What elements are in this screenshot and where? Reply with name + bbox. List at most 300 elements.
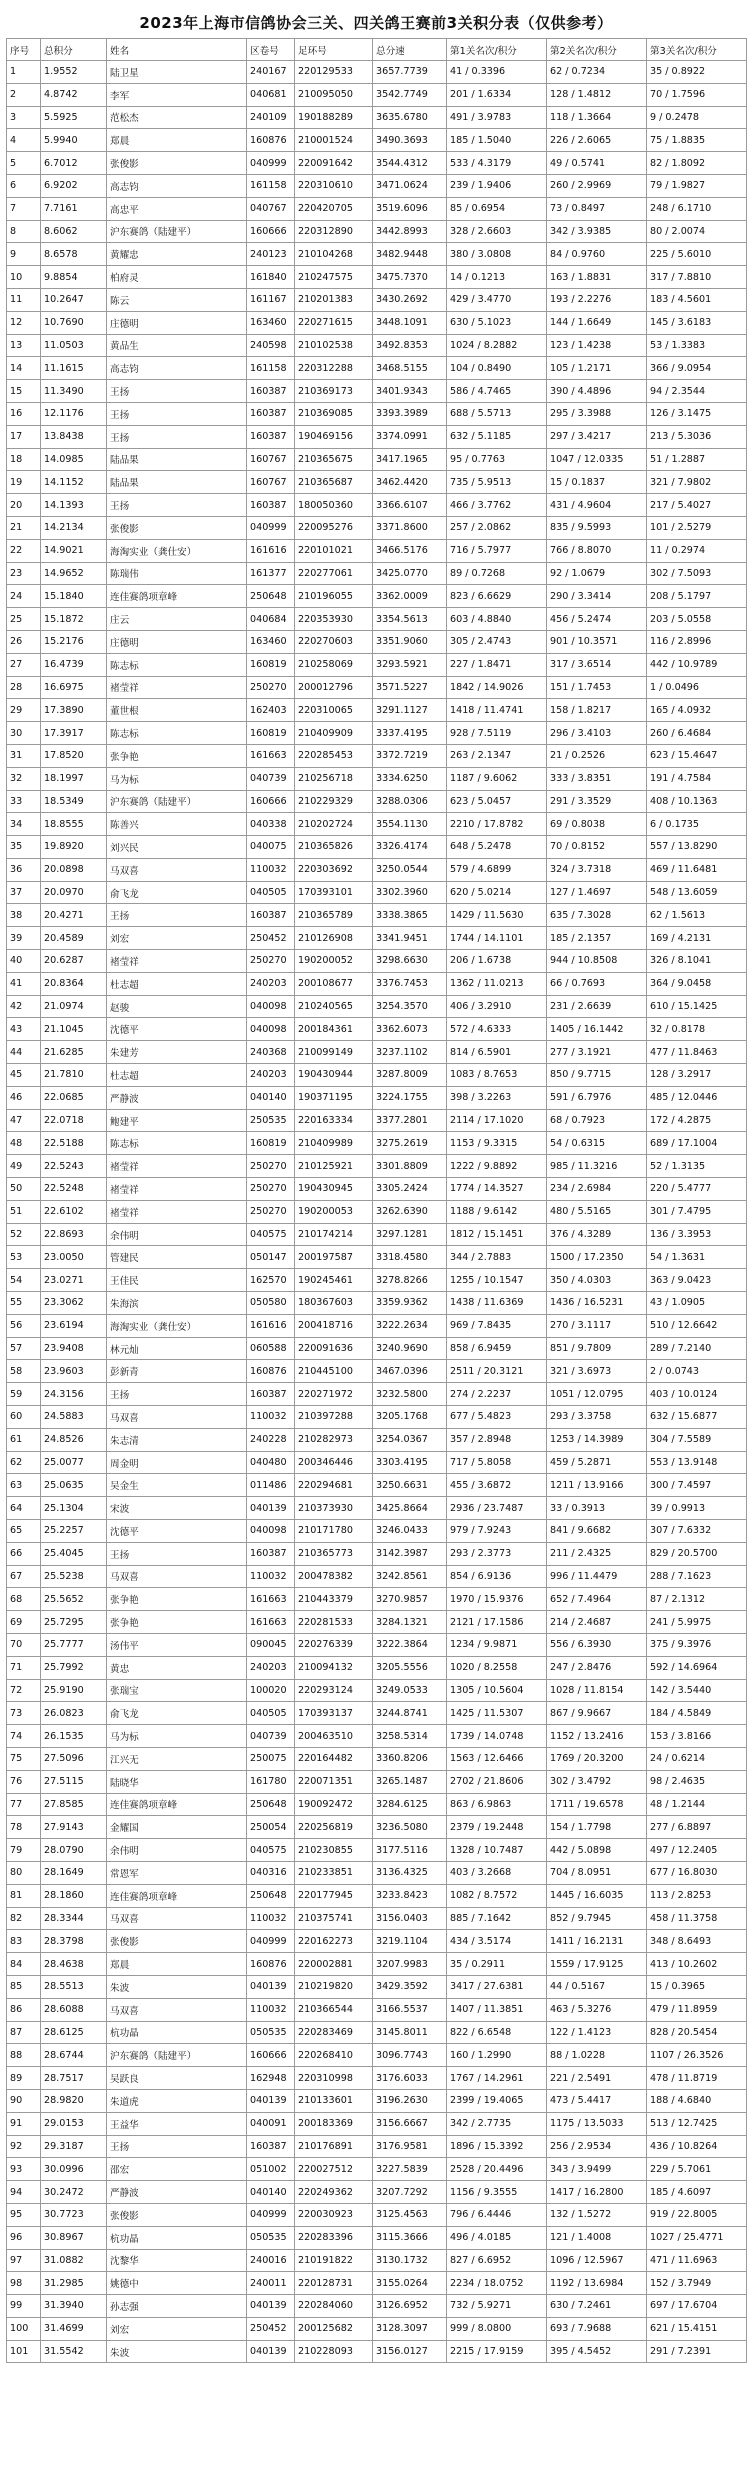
cell-race2: 132 / 1.5272 bbox=[547, 2203, 647, 2226]
table-row bbox=[7, 744, 747, 767]
cell-name: 郑晨 bbox=[107, 129, 247, 152]
cell-race1: 496 / 4.0185 bbox=[447, 2226, 547, 2249]
cell-index: 94 bbox=[7, 2181, 41, 2204]
cell-district-no: 250648 bbox=[247, 1884, 295, 1907]
cell-race2: 15 / 0.1837 bbox=[547, 471, 647, 494]
cell-district-no: 162948 bbox=[247, 2067, 295, 2090]
cell-race1: 928 / 7.5119 bbox=[447, 722, 547, 745]
table-row bbox=[7, 1975, 747, 1998]
cell-total-score: 25.9190 bbox=[41, 1679, 107, 1702]
cell-district-no: 050147 bbox=[247, 1246, 295, 1269]
cell-race1: 648 / 5.2478 bbox=[447, 836, 547, 859]
cell-total-speed: 3376.7453 bbox=[373, 972, 447, 995]
cell-race3: 62 / 1.5613 bbox=[647, 904, 747, 927]
cell-name: 马双喜 bbox=[107, 1907, 247, 1930]
cell-total-score: 22.0685 bbox=[41, 1086, 107, 1109]
cell-race2: 270 / 3.1117 bbox=[547, 1314, 647, 1337]
cell-name: 孙志强 bbox=[107, 2295, 247, 2318]
cell-total-speed: 3291.1127 bbox=[373, 699, 447, 722]
cell-total-score: 5.5925 bbox=[41, 106, 107, 129]
table-row bbox=[7, 1520, 747, 1543]
cell-district-no: 240228 bbox=[247, 1428, 295, 1451]
cell-name: 陈善兴 bbox=[107, 813, 247, 836]
table-row bbox=[7, 1109, 747, 1132]
cell-district-no: 250535 bbox=[247, 1109, 295, 1132]
cell-total-score: 22.5243 bbox=[41, 1155, 107, 1178]
cell-district-no: 240598 bbox=[247, 334, 295, 357]
cell-name: 马双喜 bbox=[107, 1998, 247, 2021]
cell-total-score: 28.6088 bbox=[41, 1998, 107, 2021]
cell-name: 柏府灵 bbox=[107, 266, 247, 289]
cell-race2: 21 / 0.2526 bbox=[547, 744, 647, 767]
cell-race3: 82 / 1.8092 bbox=[647, 152, 747, 175]
cell-race3: 43 / 1.0905 bbox=[647, 1292, 747, 1315]
cell-index: 61 bbox=[7, 1428, 41, 1451]
cell-total-speed: 3096.7743 bbox=[373, 2044, 447, 2067]
cell-race3: 363 / 9.0423 bbox=[647, 1269, 747, 1292]
cell-total-score: 23.0050 bbox=[41, 1246, 107, 1269]
cell-ring-no: 200012796 bbox=[295, 676, 373, 699]
cell-total-speed: 3177.5116 bbox=[373, 1839, 447, 1862]
cell-race3: 70 / 1.7596 bbox=[647, 83, 747, 106]
cell-district-no: 050535 bbox=[247, 2021, 295, 2044]
cell-race2: 88 / 1.0228 bbox=[547, 2044, 647, 2067]
cell-race1: 3417 / 27.6381 bbox=[447, 1975, 547, 1998]
cell-ring-no: 190430944 bbox=[295, 1064, 373, 1087]
table-row bbox=[7, 1588, 747, 1611]
cell-district-no: 110032 bbox=[247, 1565, 295, 1588]
cell-total-speed: 3284.6125 bbox=[373, 1793, 447, 1816]
cell-total-speed: 3467.0396 bbox=[373, 1360, 447, 1383]
cell-total-score: 25.4045 bbox=[41, 1542, 107, 1565]
cell-race2: 944 / 10.8508 bbox=[547, 950, 647, 973]
cell-race1: 1305 / 10.5604 bbox=[447, 1679, 547, 1702]
cell-race2: 480 / 5.5165 bbox=[547, 1200, 647, 1223]
cell-name: 范松杰 bbox=[107, 106, 247, 129]
table-row bbox=[7, 1542, 747, 1565]
cell-district-no: 240016 bbox=[247, 2249, 295, 2272]
cell-total-speed: 3278.8266 bbox=[373, 1269, 447, 1292]
cell-index: 10 bbox=[7, 266, 41, 289]
cell-ring-no: 190200053 bbox=[295, 1200, 373, 1223]
cell-race1: 579 / 4.6899 bbox=[447, 858, 547, 881]
cell-index: 5 bbox=[7, 152, 41, 175]
cell-race1: 732 / 5.9271 bbox=[447, 2295, 547, 2318]
cell-name: 李军 bbox=[107, 83, 247, 106]
cell-total-speed: 3254.0367 bbox=[373, 1428, 447, 1451]
cell-ring-no: 210365675 bbox=[295, 448, 373, 471]
cell-name: 张俊影 bbox=[107, 1930, 247, 1953]
cell-district-no: 161840 bbox=[247, 266, 295, 289]
cell-race3: 241 / 5.9975 bbox=[647, 1611, 747, 1634]
cell-name: 高志钧 bbox=[107, 174, 247, 197]
cell-ring-no: 220310998 bbox=[295, 2067, 373, 2090]
table-row bbox=[7, 266, 747, 289]
cell-total-score: 16.6975 bbox=[41, 676, 107, 699]
cell-index: 69 bbox=[7, 1611, 41, 1634]
cell-race2: 591 / 6.7976 bbox=[547, 1086, 647, 1109]
cell-district-no: 163460 bbox=[247, 311, 295, 334]
cell-index: 72 bbox=[7, 1679, 41, 1702]
cell-index: 60 bbox=[7, 1406, 41, 1429]
table-row bbox=[7, 1861, 747, 1884]
cell-total-score: 28.1649 bbox=[41, 1861, 107, 1884]
cell-total-score: 11.1615 bbox=[41, 357, 107, 380]
cell-name: 张瑞宝 bbox=[107, 1679, 247, 1702]
cell-index: 34 bbox=[7, 813, 41, 836]
cell-index: 59 bbox=[7, 1383, 41, 1406]
table-row bbox=[7, 722, 747, 745]
cell-total-score: 7.7161 bbox=[41, 197, 107, 220]
cell-district-no: 240011 bbox=[247, 2272, 295, 2295]
cell-index: 56 bbox=[7, 1314, 41, 1337]
table-row bbox=[7, 1269, 747, 1292]
cell-race3: 364 / 9.0458 bbox=[647, 972, 747, 995]
cell-race3: 1 / 0.0496 bbox=[647, 676, 747, 699]
table-row bbox=[7, 585, 747, 608]
cell-race1: 1774 / 14.3527 bbox=[447, 1178, 547, 1201]
cell-race3: 185 / 4.6097 bbox=[647, 2181, 747, 2204]
cell-name: 常恩军 bbox=[107, 1861, 247, 1884]
cell-index: 40 bbox=[7, 950, 41, 973]
cell-name: 褚莹祥 bbox=[107, 950, 247, 973]
cell-total-score: 6.9202 bbox=[41, 174, 107, 197]
table-row bbox=[7, 311, 747, 334]
cell-ring-no: 210095050 bbox=[295, 83, 373, 106]
cell-total-score: 31.4699 bbox=[41, 2317, 107, 2340]
cell-ring-no: 210445100 bbox=[295, 1360, 373, 1383]
table-row bbox=[7, 152, 747, 175]
cell-race1: 603 / 4.8840 bbox=[447, 608, 547, 631]
cell-race2: 211 / 2.4325 bbox=[547, 1542, 647, 1565]
cell-total-score: 22.0718 bbox=[41, 1109, 107, 1132]
cell-ring-no: 220249362 bbox=[295, 2181, 373, 2204]
cell-ring-no: 220129533 bbox=[295, 61, 373, 84]
cell-index: 64 bbox=[7, 1497, 41, 1520]
cell-ring-no: 210397288 bbox=[295, 1406, 373, 1429]
cell-total-score: 21.0974 bbox=[41, 995, 107, 1018]
cell-total-speed: 3142.3987 bbox=[373, 1542, 447, 1565]
cell-race1: 999 / 8.0800 bbox=[447, 2317, 547, 2340]
cell-total-score: 23.9408 bbox=[41, 1337, 107, 1360]
table-row bbox=[7, 2203, 747, 2226]
table-row bbox=[7, 630, 747, 653]
cell-ring-no: 210230855 bbox=[295, 1839, 373, 1862]
cell-name: 褚莹祥 bbox=[107, 1200, 247, 1223]
cell-total-score: 18.8555 bbox=[41, 813, 107, 836]
cell-district-no: 250075 bbox=[247, 1747, 295, 1770]
cell-district-no: 160819 bbox=[247, 653, 295, 676]
cell-district-no: 110032 bbox=[247, 858, 295, 881]
cell-index: 67 bbox=[7, 1565, 41, 1588]
table-row bbox=[7, 2021, 747, 2044]
table-row bbox=[7, 1633, 747, 1656]
cell-district-no: 040098 bbox=[247, 1520, 295, 1543]
cell-district-no: 250270 bbox=[247, 1178, 295, 1201]
table-row bbox=[7, 1930, 747, 1953]
cell-ring-no: 220128731 bbox=[295, 2272, 373, 2295]
cell-district-no: 040575 bbox=[247, 1839, 295, 1862]
cell-total-speed: 3242.8561 bbox=[373, 1565, 447, 1588]
cell-ring-no: 210375741 bbox=[295, 1907, 373, 1930]
cell-name: 吴跃良 bbox=[107, 2067, 247, 2090]
table-row bbox=[7, 1770, 747, 1793]
cell-index: 26 bbox=[7, 630, 41, 653]
cell-race2: 324 / 3.7318 bbox=[547, 858, 647, 881]
cell-ring-no: 200478382 bbox=[295, 1565, 373, 1588]
table-row bbox=[7, 562, 747, 585]
cell-race1: 1739 / 14.0748 bbox=[447, 1725, 547, 1748]
cell-district-no: 160876 bbox=[247, 1360, 295, 1383]
cell-district-no: 051002 bbox=[247, 2158, 295, 2181]
cell-race2: 1436 / 16.5231 bbox=[547, 1292, 647, 1315]
cell-race3: 413 / 10.2602 bbox=[647, 1953, 747, 1976]
cell-race2: 295 / 3.3988 bbox=[547, 402, 647, 425]
table-row bbox=[7, 402, 747, 425]
cell-index: 19 bbox=[7, 471, 41, 494]
table-row bbox=[7, 1998, 747, 2021]
cell-ring-no: 200346446 bbox=[295, 1451, 373, 1474]
cell-index: 25 bbox=[7, 608, 41, 631]
table-row bbox=[7, 1246, 747, 1269]
cell-total-speed: 3490.3693 bbox=[373, 129, 447, 152]
cell-name: 俞飞龙 bbox=[107, 881, 247, 904]
table-row bbox=[7, 767, 747, 790]
table-row bbox=[7, 1679, 747, 1702]
cell-index: 81 bbox=[7, 1884, 41, 1907]
cell-district-no: 250452 bbox=[247, 927, 295, 950]
cell-district-no: 160666 bbox=[247, 790, 295, 813]
table-row bbox=[7, 1360, 747, 1383]
col-header-index: 序号 bbox=[7, 39, 41, 61]
cell-race3: 15 / 0.3965 bbox=[647, 1975, 747, 1998]
cell-total-speed: 3205.1768 bbox=[373, 1406, 447, 1429]
table-row bbox=[7, 2044, 747, 2067]
table-row bbox=[7, 471, 747, 494]
cell-index: 22 bbox=[7, 539, 41, 562]
cell-district-no: 040480 bbox=[247, 1451, 295, 1474]
cell-name: 沈德平 bbox=[107, 1018, 247, 1041]
cell-race1: 342 / 2.7735 bbox=[447, 2112, 547, 2135]
table-row bbox=[7, 83, 747, 106]
cell-district-no: 161158 bbox=[247, 357, 295, 380]
cell-index: 100 bbox=[7, 2317, 41, 2340]
cell-district-no: 040739 bbox=[247, 1725, 295, 1748]
cell-district-no: 050580 bbox=[247, 1292, 295, 1315]
cell-race2: 291 / 3.3529 bbox=[547, 790, 647, 813]
cell-district-no: 161663 bbox=[247, 744, 295, 767]
cell-ring-no: 210196055 bbox=[295, 585, 373, 608]
cell-index: 65 bbox=[7, 1520, 41, 1543]
cell-race3: 301 / 7.4795 bbox=[647, 1200, 747, 1223]
cell-total-score: 14.1393 bbox=[41, 494, 107, 517]
cell-ring-no: 210258069 bbox=[295, 653, 373, 676]
cell-name: 褚莹祥 bbox=[107, 1178, 247, 1201]
table-row bbox=[7, 1793, 747, 1816]
table-row bbox=[7, 2295, 747, 2318]
cell-index: 8 bbox=[7, 220, 41, 243]
cell-race1: 688 / 5.5713 bbox=[447, 402, 547, 425]
cell-race3: 128 / 3.2917 bbox=[647, 1064, 747, 1087]
cell-name: 张俊影 bbox=[107, 516, 247, 539]
cell-race2: 1028 / 11.8154 bbox=[547, 1679, 647, 1702]
cell-total-speed: 3126.6952 bbox=[373, 2295, 447, 2318]
cell-name: 金耀国 bbox=[107, 1816, 247, 1839]
cell-race2: 297 / 3.4217 bbox=[547, 425, 647, 448]
cell-total-speed: 3468.5155 bbox=[373, 357, 447, 380]
cell-index: 4 bbox=[7, 129, 41, 152]
cell-index: 17 bbox=[7, 425, 41, 448]
cell-race3: 126 / 3.1475 bbox=[647, 402, 747, 425]
cell-index: 95 bbox=[7, 2203, 41, 2226]
cell-index: 80 bbox=[7, 1861, 41, 1884]
cell-name: 陈志标 bbox=[107, 653, 247, 676]
cell-total-score: 30.0996 bbox=[41, 2158, 107, 2181]
cell-race2: 296 / 3.4103 bbox=[547, 722, 647, 745]
cell-index: 23 bbox=[7, 562, 41, 585]
cell-race1: 1153 / 9.3315 bbox=[447, 1132, 547, 1155]
cell-name: 余伟明 bbox=[107, 1839, 247, 1862]
cell-district-no: 110032 bbox=[247, 1406, 295, 1429]
table-row bbox=[7, 1884, 747, 1907]
cell-race1: 2121 / 17.1586 bbox=[447, 1611, 547, 1634]
cell-ring-no: 220271615 bbox=[295, 311, 373, 334]
cell-race1: 796 / 6.4446 bbox=[447, 2203, 547, 2226]
cell-district-no: 040139 bbox=[247, 2295, 295, 2318]
cell-total-speed: 3125.4563 bbox=[373, 2203, 447, 2226]
cell-index: 66 bbox=[7, 1542, 41, 1565]
cell-race3: 87 / 2.1312 bbox=[647, 1588, 747, 1611]
cell-district-no: 161158 bbox=[247, 174, 295, 197]
table-row bbox=[7, 1474, 747, 1497]
cell-district-no: 040098 bbox=[247, 995, 295, 1018]
cell-total-score: 28.0790 bbox=[41, 1839, 107, 1862]
cell-race3: 403 / 10.0124 bbox=[647, 1383, 747, 1406]
cell-name: 余伟明 bbox=[107, 1223, 247, 1246]
cell-index: 87 bbox=[7, 2021, 41, 2044]
cell-race3: 677 / 16.8030 bbox=[647, 1861, 747, 1884]
cell-total-speed: 3374.0991 bbox=[373, 425, 447, 448]
cell-index: 43 bbox=[7, 1018, 41, 1041]
table-row bbox=[7, 380, 747, 403]
cell-ring-no: 220091636 bbox=[295, 1337, 373, 1360]
table-row bbox=[7, 858, 747, 881]
table-row bbox=[7, 950, 747, 973]
cell-total-speed: 3318.4580 bbox=[373, 1246, 447, 1269]
cell-name: 庄云 bbox=[107, 608, 247, 631]
cell-district-no: 040139 bbox=[247, 1975, 295, 1998]
cell-total-speed: 3571.5227 bbox=[373, 676, 447, 699]
cell-race2: 49 / 0.5741 bbox=[547, 152, 647, 175]
cell-ring-no: 220285453 bbox=[295, 744, 373, 767]
table-row bbox=[7, 448, 747, 471]
cell-race2: 376 / 4.3289 bbox=[547, 1223, 647, 1246]
cell-race2: 1445 / 16.6035 bbox=[547, 1884, 647, 1907]
cell-race2: 841 / 9.6682 bbox=[547, 1520, 647, 1543]
cell-race2: 234 / 2.6984 bbox=[547, 1178, 647, 1201]
cell-race3: 51 / 1.2887 bbox=[647, 448, 747, 471]
cell-race3: 203 / 5.0558 bbox=[647, 608, 747, 631]
cell-ring-no: 220271972 bbox=[295, 1383, 373, 1406]
cell-ring-no: 210365789 bbox=[295, 904, 373, 927]
cell-total-score: 31.2985 bbox=[41, 2272, 107, 2295]
cell-total-speed: 3224.1755 bbox=[373, 1086, 447, 1109]
cell-race2: 62 / 0.7234 bbox=[547, 61, 647, 84]
cell-race3: 485 / 12.0446 bbox=[647, 1086, 747, 1109]
cell-ring-no: 220002881 bbox=[295, 1953, 373, 1976]
cell-total-speed: 3519.6096 bbox=[373, 197, 447, 220]
cell-race2: 290 / 3.3414 bbox=[547, 585, 647, 608]
cell-ring-no: 190245461 bbox=[295, 1269, 373, 1292]
cell-race2: 431 / 4.9604 bbox=[547, 494, 647, 517]
cell-total-speed: 3425.0770 bbox=[373, 562, 447, 585]
cell-race2: 226 / 2.6065 bbox=[547, 129, 647, 152]
cell-name: 黄忠 bbox=[107, 1656, 247, 1679]
cell-total-score: 16.4739 bbox=[41, 653, 107, 676]
cell-index: 70 bbox=[7, 1633, 41, 1656]
cell-race3: 307 / 7.6332 bbox=[647, 1520, 747, 1543]
cell-district-no: 250648 bbox=[247, 1793, 295, 1816]
cell-race2: 1769 / 20.3200 bbox=[547, 1747, 647, 1770]
cell-ring-no: 210256718 bbox=[295, 767, 373, 790]
cell-index: 58 bbox=[7, 1360, 41, 1383]
table-row bbox=[7, 1907, 747, 1930]
cell-race1: 620 / 5.0214 bbox=[447, 881, 547, 904]
cell-race1: 305 / 2.4743 bbox=[447, 630, 547, 653]
cell-total-speed: 3270.9857 bbox=[373, 1588, 447, 1611]
cell-total-speed: 3298.6630 bbox=[373, 950, 447, 973]
col-header-district-no: 区卷号 bbox=[247, 39, 295, 61]
cell-race3: 632 / 15.6877 bbox=[647, 1406, 747, 1429]
cell-race2: 214 / 2.4687 bbox=[547, 1611, 647, 1634]
cell-ring-no: 210373930 bbox=[295, 1497, 373, 1520]
cell-total-score: 5.9940 bbox=[41, 129, 107, 152]
cell-race1: 398 / 3.2263 bbox=[447, 1086, 547, 1109]
cell-race2: 70 / 0.8152 bbox=[547, 836, 647, 859]
cell-race1: 1429 / 11.5630 bbox=[447, 904, 547, 927]
cell-total-score: 24.5883 bbox=[41, 1406, 107, 1429]
cell-ring-no: 170393137 bbox=[295, 1702, 373, 1725]
table-row bbox=[7, 1064, 747, 1087]
cell-index: 12 bbox=[7, 311, 41, 334]
table-row bbox=[7, 1223, 747, 1246]
cell-total-score: 18.5349 bbox=[41, 790, 107, 813]
cell-name: 彭新青 bbox=[107, 1360, 247, 1383]
cell-race1: 1896 / 15.3392 bbox=[447, 2135, 547, 2158]
cell-race1: 2936 / 23.7487 bbox=[447, 1497, 547, 1520]
cell-ring-no: 210247575 bbox=[295, 266, 373, 289]
cell-index: 15 bbox=[7, 380, 41, 403]
table-row bbox=[7, 2112, 747, 2135]
cell-race2: 1175 / 13.5033 bbox=[547, 2112, 647, 2135]
table-row bbox=[7, 129, 747, 152]
cell-ring-no: 210126908 bbox=[295, 927, 373, 950]
cell-race2: 122 / 1.4123 bbox=[547, 2021, 647, 2044]
cell-total-score: 1.9552 bbox=[41, 61, 107, 84]
cell-total-score: 28.1860 bbox=[41, 1884, 107, 1907]
cell-index: 86 bbox=[7, 1998, 41, 2021]
cell-district-no: 040075 bbox=[247, 836, 295, 859]
cell-name: 姚德中 bbox=[107, 2272, 247, 2295]
cell-total-speed: 3302.3960 bbox=[373, 881, 447, 904]
cell-race2: 996 / 11.4479 bbox=[547, 1565, 647, 1588]
cell-district-no: 250270 bbox=[247, 676, 295, 699]
cell-district-no: 040999 bbox=[247, 516, 295, 539]
cell-race3: 52 / 1.3135 bbox=[647, 1155, 747, 1178]
cell-total-score: 11.0503 bbox=[41, 334, 107, 357]
cell-total-score: 27.9143 bbox=[41, 1816, 107, 1839]
cell-name: 王扬 bbox=[107, 1542, 247, 1565]
